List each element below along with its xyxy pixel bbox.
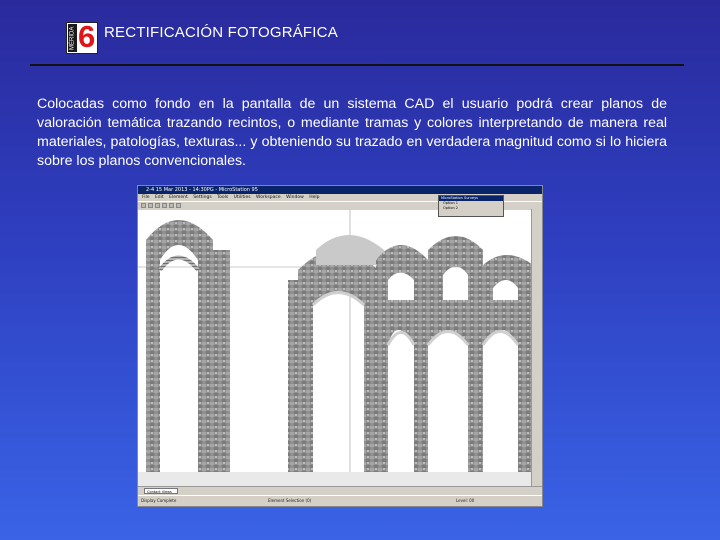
- logo-number: 6: [78, 19, 96, 54]
- menu-item-tools[interactable]: Tools: [217, 195, 229, 200]
- slide-title: RECTIFICACIÓN FOTOGRÁFICA: [104, 24, 338, 41]
- cad-screenshot: [137, 185, 543, 507]
- cad-title-bar: 2-4 15 Mar 2013 - 14:30PG - MicroStation 95: [138, 186, 542, 194]
- title-divider: [30, 64, 684, 66]
- tool-palette-title: MicroStation Surveys: [439, 196, 503, 201]
- toolbar-button[interactable]: [148, 203, 153, 208]
- toolbar-button[interactable]: [141, 203, 146, 208]
- toolbar-button[interactable]: [169, 203, 174, 208]
- menu-item-workspace[interactable]: Workspace: [256, 195, 281, 200]
- toolbar-button[interactable]: [176, 203, 181, 208]
- status-middle: Element Selection (0): [268, 498, 312, 503]
- menu-item-utilities[interactable]: Utilities: [233, 195, 251, 200]
- cad-drawing-canvas[interactable]: [138, 210, 533, 487]
- tool-palette[interactable]: [438, 195, 504, 217]
- menu-item-file[interactable]: File: [142, 195, 150, 200]
- toolbar-button[interactable]: [162, 203, 167, 208]
- menu-item-edit[interactable]: Edit: [154, 195, 164, 200]
- aqueduct-photo: [138, 210, 533, 487]
- cad-right-toolbar[interactable]: [531, 209, 542, 488]
- body-paragraph: Colocadas como fondo en la pantalla de un sistema CAD el usuario podrá crear planos de valoración temática trazando recintos, o mediante tramas y colores interpretando de manera real materiales, patologías, texturas... y obteniendo su trazado en verdadera magnitud como si lo hiciera sobre los planos convencionales.: [37, 96, 667, 169]
- status-right: Level: 00: [456, 498, 475, 503]
- cad-status-bar: [138, 495, 542, 506]
- tool-palette-option[interactable]: Option 2: [443, 206, 459, 210]
- toolbar-button[interactable]: [155, 203, 160, 208]
- menu-item-settings[interactable]: Settings: [193, 195, 212, 200]
- menu-item-element[interactable]: Element: [169, 195, 188, 200]
- logo: [66, 19, 98, 54]
- status-left: Display Complete: [141, 498, 177, 503]
- logo-side-text: MÉRIDA: [68, 24, 77, 52]
- view-select[interactable]: Contact Views: [144, 488, 178, 494]
- menu-item-help[interactable]: Help: [309, 195, 320, 200]
- tool-palette-option[interactable]: Option 1: [443, 201, 459, 205]
- menu-item-window[interactable]: Window: [286, 195, 304, 200]
